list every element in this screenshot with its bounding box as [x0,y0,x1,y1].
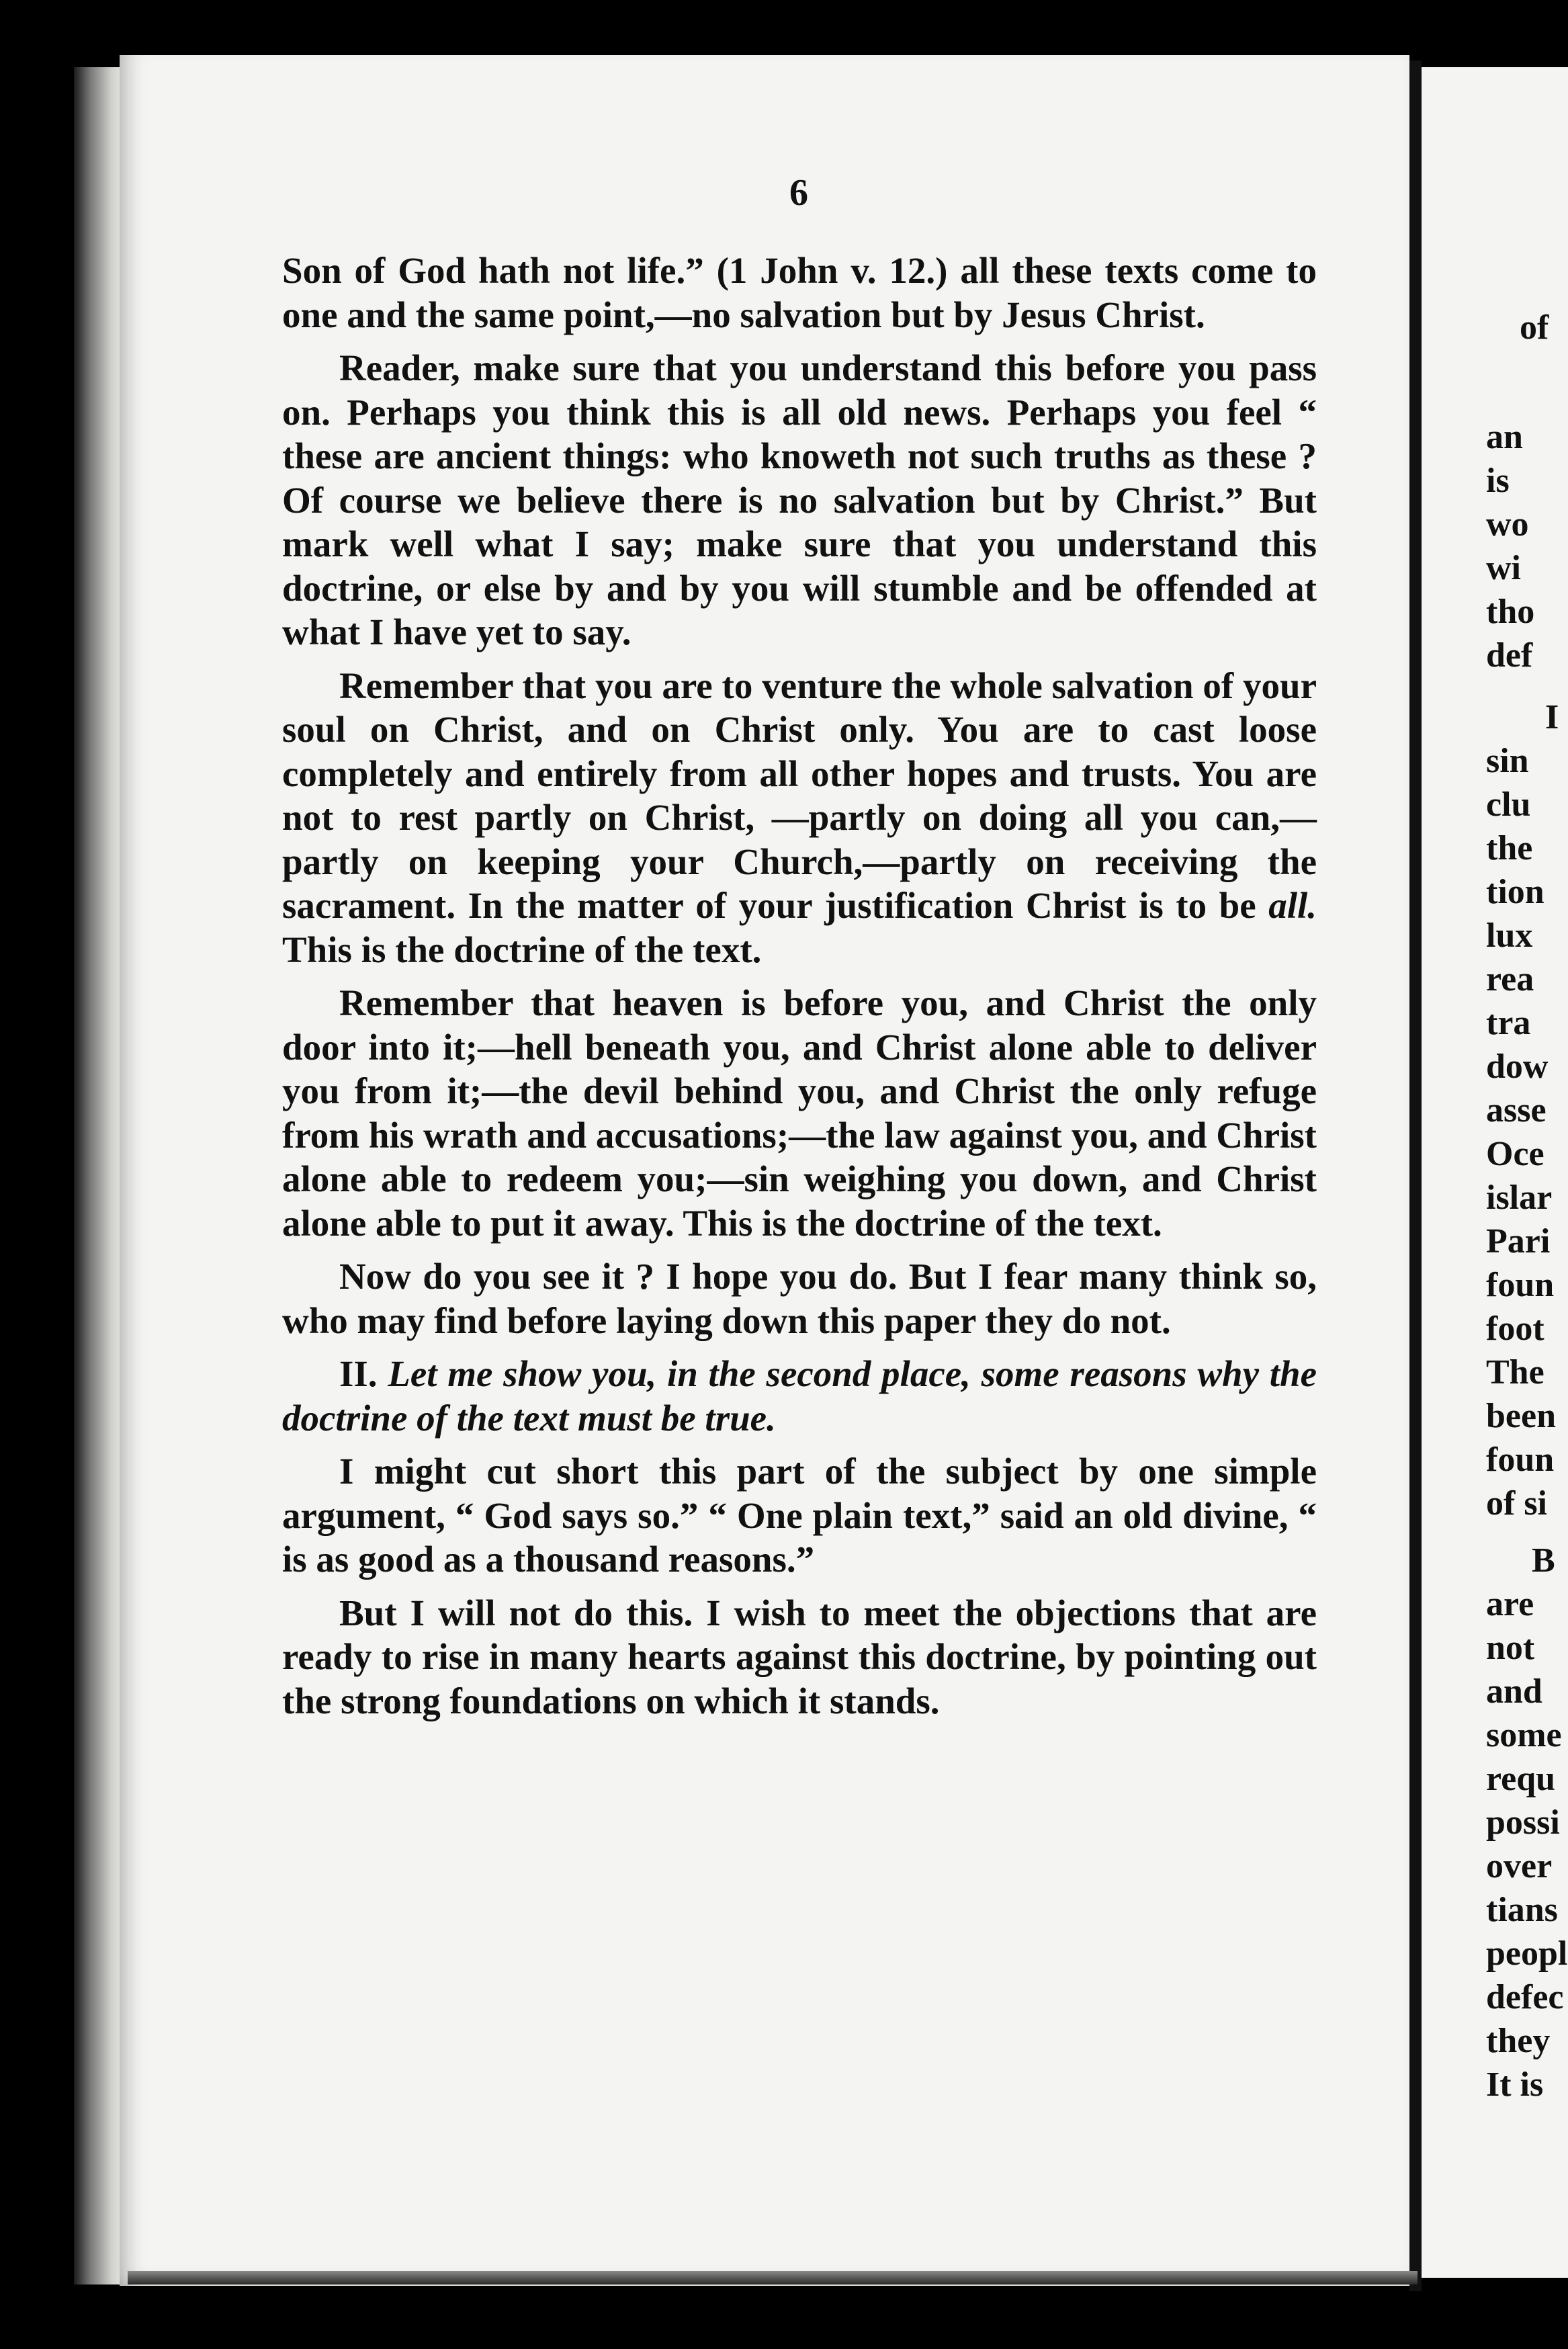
right-page-fragment: over [1486,1847,1553,1885]
right-page-fragment: tho [1486,593,1535,631]
right-page-fragment: lux [1486,916,1533,955]
right-page-fragment: and [1486,1672,1542,1711]
right-page-fragment: some [1486,1716,1562,1754]
right-page-fragment: are [1486,1585,1534,1623]
right-page-fragment: wi [1486,549,1521,587]
paragraph-emphasis: all. [1268,885,1317,926]
right-page-fragment: not [1486,1629,1535,1667]
paragraph: Now do you see it ? I hope you do. But I fear many think so, who may find before laying down this paper they do not. [282,1256,1317,1341]
right-page-fragment: Pari [1486,1222,1551,1261]
right-page-fragment: foun [1486,1266,1555,1304]
right-page-fragment: It is [1486,2065,1544,2104]
right-page-fragment: is [1486,462,1510,500]
right-page-fragment: foun [1486,1441,1555,1479]
right-page-fragment: wo [1486,505,1529,544]
right-page-fragment: foot [1486,1310,1544,1348]
right-page-fragment: B [1532,1541,1555,1580]
left-page-text [282,249,1317,1723]
section-heading-text: Let me show you, in the second place, some reasons why the doctrine of the text must be true. [282,1353,1317,1439]
right-page-fragment: an [1486,418,1523,456]
page-gutter [1409,60,1422,2291]
right-page-fragment: of si [1486,1484,1547,1523]
paragraph: I might cut short this part of the subject by one simple argument, “ God says so.” “ One plain text,” said an old divine, “ is as good as a thousand reasons.” [282,1451,1317,1580]
right-page-fragment: tra [1486,1004,1531,1042]
right-page-fragment: of [1520,308,1549,347]
right-page-fragment: The [1486,1353,1544,1392]
right-page-fragment: asse [1486,1091,1547,1129]
paragraph-tail: This is the doctrine of the text. [282,929,762,970]
right-page-fragment: clu [1486,785,1531,824]
right-page-fragment: the [1486,829,1533,867]
paragraph: Reader, make sure that you understand this before you pass on. Perhaps you think this is all old news. Perhaps you feel “ these are ancient things: who knoweth not such truths as these ? Of course we believe there is no salvation but by Christ.” But mark well what I say; make sure that you understand this doctrine, or else by and by you will stumble and be offended at what I have yet to say. [282,347,1317,652]
right-page-fragment: defec [1486,1978,1564,2016]
right-page-fragment: been [1486,1397,1556,1435]
paragraph: Remember that heaven is before you, and Christ the only door into it;—hell beneath you, and Christ alone able to deliver you from it;—the devil behind you, and Christ the only refuge from his wrath and accusations;—the law against you, and Christ alone able to redeem you;—sin weighing you down, and Christ alone able to put it away. This is the doctrine of the text. [282,982,1317,1244]
right-page-fragment: peopl [1486,1934,1568,1973]
paragraph [282,664,1317,972]
right-page-fragment: they [1486,2022,1551,2060]
right-page-fragment: def [1486,636,1533,675]
section-numeral: II. [339,1353,378,1394]
right-page-fragment: requ [1486,1760,1556,1798]
right-page-fragment: sin [1486,742,1529,780]
right-page-fragment: possi [1486,1803,1560,1842]
page-bottom-edge [128,2271,1418,2284]
right-page-fragment: tion [1486,873,1544,911]
paragraph: But I will not do this. I wish to meet the objections that are ready to rise in many hearts against this doctrine, by pointing out the strong foundations on which it stands. [282,1592,1317,1721]
right-page-fragment: rea [1486,960,1534,998]
paragraph: Son of God hath not life.” (1 John v. 12.) all these texts come to one and the same point,—no salvation but by Jesus Christ. [282,250,1317,335]
right-page-fragment: tians [1486,1891,1558,1929]
page-number: 6 [789,172,808,214]
right-page-fragment: I [1545,698,1559,736]
right-page-fragment: Oce [1486,1135,1544,1173]
paragraph-text: Remember that you are to venture the whole salvation of your soul on Christ, and on Christ only. You are to cast loose completely and entirely from all other hopes and trusts. You are not to rest partly on Christ, —partly on doing all you can,—partly on keeping your Church,—partly on receiving the sacrament. In the matter of your justification Christ is to be [282,665,1317,926]
right-page-fragment: dow [1486,1048,1549,1086]
right-page-fragment: islar [1486,1179,1553,1217]
section-heading [282,1352,1317,1440]
